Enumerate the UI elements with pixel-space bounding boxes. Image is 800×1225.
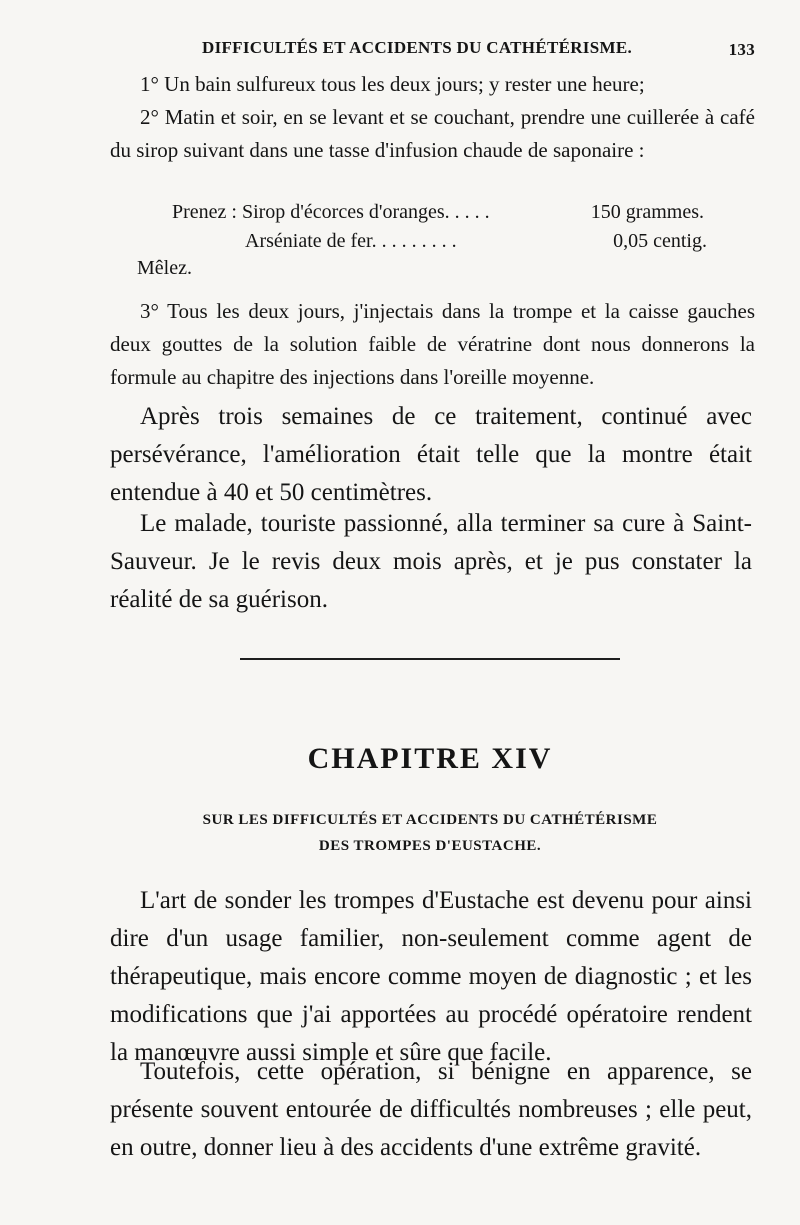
recipe-line-2 [245,230,707,253]
recipe-label: Arséniate de fer. . . . . . . . . [245,230,457,252]
paragraph-catheterism-risks: Toutefois, cette opération, si bénigne en apparence, se présente souvent entourée de difficultés nombreuses ; elle peut, en outre, donner lieu à des accidents d'une extrême gravité. [110,1058,752,1161]
recipe-label: Prenez : Sirop d'écorces d'oranges. . . . . [172,201,490,223]
prescription-item-3: 3° Tous les deux jours, j'injectais dans la trompe et la caisse gauches deux gouttes de la solution faible de vératrine dont nous donnerons la formule au chapitre des injections dans l'oreille moyenne. [110,299,755,389]
paragraph-catheterism-art: L'art de sonder les trompes d'Eustache est devenu pour ainsi dire d'un usage familier, non-seulement comme agent de thérapeutique, mais encore comme moyen de diagnostic ; et les modifications que j'ai apportées au procédé opératoire rendent la manœuvre aussi simple et sûre que facile. [110,887,752,1066]
chapter-subtitle-line-1: SUR LES DIFFICULTÉS ET ACCIDENTS DU CATHÉTÉRISME [202,812,658,828]
running-title: DIFFICULTÉS ET ACCIDENTS DU CATHÉTÉRISME. [202,38,633,57]
recipe-dose: 150 grammes. [590,201,704,223]
recipe-dose: 0,05 centig. [613,230,707,252]
prescription-item-1: 1° Un bain sulfureux tous les deux jours; y rester une heure; [140,72,645,96]
paragraph-patient-cure: Le malade, touriste passionné, alla terminer sa cure à Saint-Sauveur. Je le revis deux mois après, et je pus constater la réalité de sa guérison. [110,510,752,613]
recipe-instruction: Mêlez. [137,257,192,279]
recipe-line-1 [172,201,704,224]
prescription-item-2: 2° Matin et soir, en se levant et se couchant, prendre une cuillerée à café du sirop suivant dans une tasse d'infusion chaude de saponaire : [110,105,755,162]
section-divider [240,658,620,660]
paragraph-treatment-result: Après trois semaines de ce traitement, continué avec persévérance, l'amélioration était telle que la montre était entendue à 40 et 50 centimètres. [110,403,752,506]
page-number: 133 [728,40,755,59]
chapter-subtitle-line-2: DES TROMPES D'EUSTACHE. [318,838,542,854]
chapter-title: CHAPITRE XIV [307,742,553,775]
